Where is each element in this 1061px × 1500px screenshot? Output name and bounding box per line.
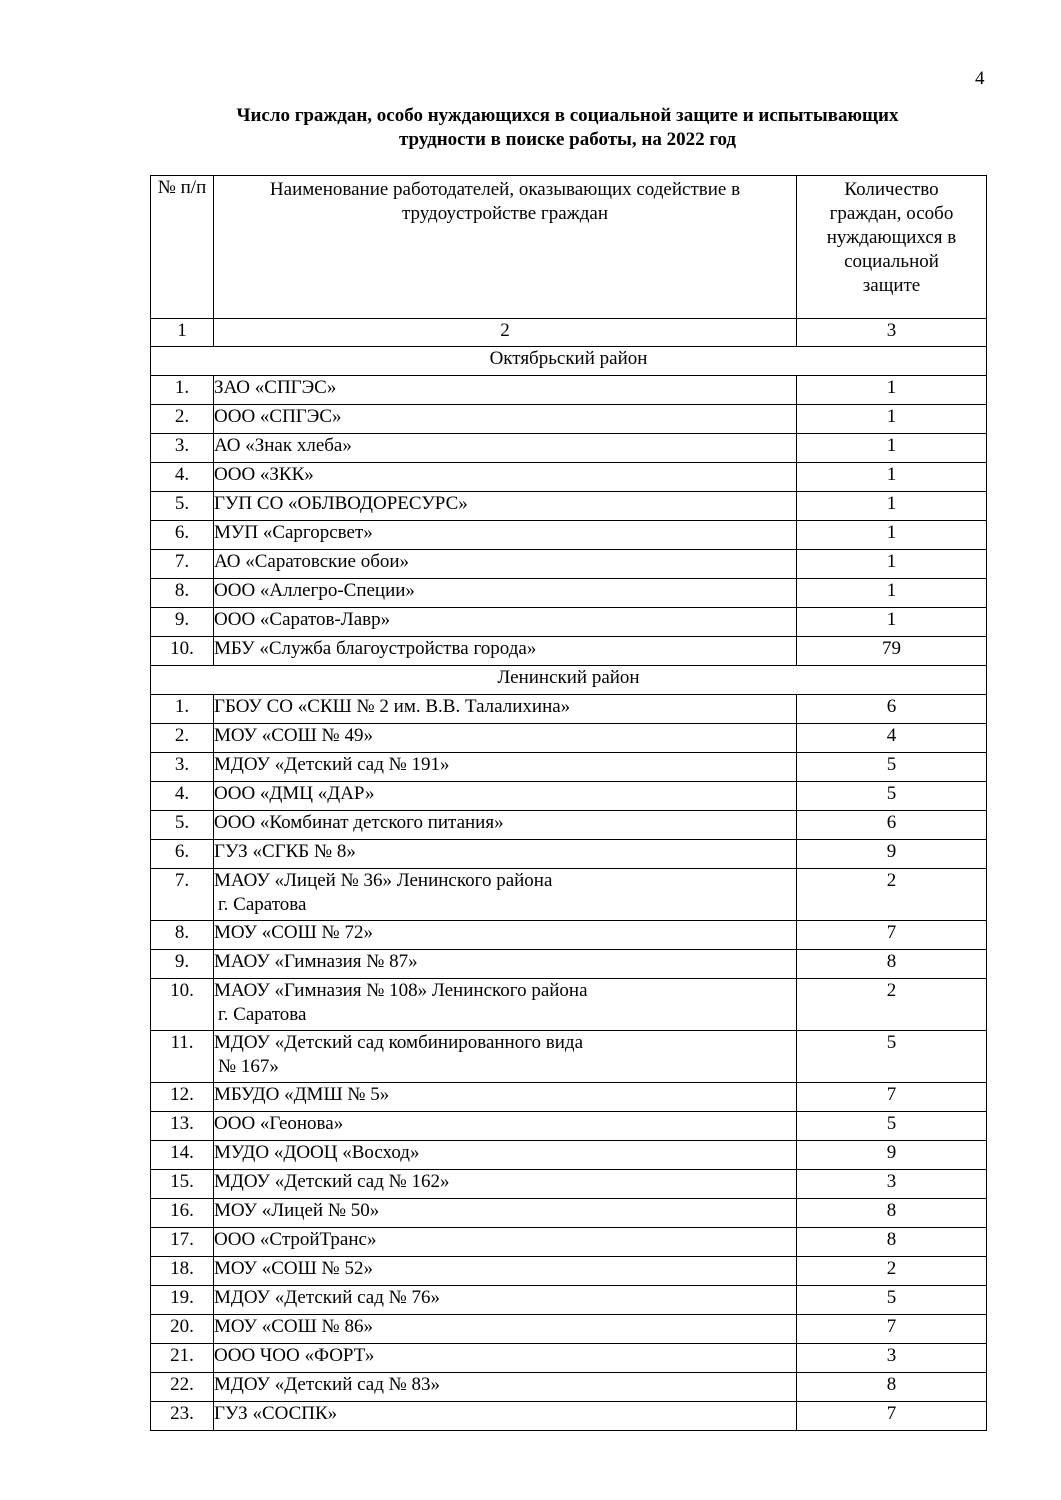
employer-name-line: МДОУ «Детский сад комбинированного вида [214, 1032, 584, 1053]
employer-name [214, 1199, 797, 1228]
section-row [151, 347, 987, 376]
row-number: 4. [151, 463, 214, 492]
employer-name [214, 376, 797, 405]
table-row [151, 921, 987, 950]
employer-name [214, 979, 797, 1031]
employer-name-line: № 167» [218, 1056, 279, 1077]
citizen-count: 3 [797, 1170, 987, 1199]
citizen-count: 2 [797, 979, 987, 1031]
employer-name [214, 1112, 797, 1141]
row-number: 22. [151, 1373, 214, 1402]
citizen-count: 8 [797, 1228, 987, 1257]
table-row [151, 550, 987, 579]
employer-name [214, 1344, 797, 1373]
citizen-count: 7 [797, 921, 987, 950]
employer-name [214, 1402, 797, 1431]
employer-name-line: МОУ «СОШ № 52» [214, 1258, 373, 1279]
employer-name [214, 840, 797, 869]
employer-name [214, 724, 797, 753]
citizen-count: 4 [797, 724, 987, 753]
table-row [151, 811, 987, 840]
table-row [151, 695, 987, 724]
row-number: 2. [151, 405, 214, 434]
employer-name-line: МАОУ «Гимназия № 87» [214, 951, 418, 972]
table-row [151, 1315, 987, 1344]
employer-name [214, 1170, 797, 1199]
employer-name [214, 608, 797, 637]
table-row [151, 521, 987, 550]
employers-table [150, 175, 987, 1431]
table-row [151, 1199, 987, 1228]
row-number: 2. [151, 724, 214, 753]
citizen-count: 8 [797, 950, 987, 979]
employer-name [214, 434, 797, 463]
table-row [151, 1286, 987, 1315]
row-number: 23. [151, 1402, 214, 1431]
employer-name-line: ООО «ДМЦ «ДАР» [214, 783, 375, 804]
citizen-count: 1 [797, 376, 987, 405]
employer-name-line: ГУП СО «ОБЛВОДОРЕСУРС» [214, 493, 468, 514]
citizen-count: 9 [797, 1141, 987, 1170]
citizen-count: 79 [797, 637, 987, 666]
table-row [151, 434, 987, 463]
employer-name-line: ГУЗ «СГКБ № 8» [214, 841, 356, 862]
row-number: 10. [151, 979, 214, 1031]
row-number: 1. [151, 695, 214, 724]
employer-name-line: МАОУ «Лицей № 36» Ленинского района [214, 870, 553, 891]
row-number: 3. [151, 753, 214, 782]
employer-name-line: ГУЗ «СОСПК» [214, 1403, 338, 1424]
citizen-count: 1 [797, 608, 987, 637]
employer-name [214, 1373, 797, 1402]
table-row [151, 782, 987, 811]
row-number: 1. [151, 376, 214, 405]
employer-name [214, 1286, 797, 1315]
employer-name-line: ООО «ЗКК» [214, 464, 314, 485]
row-number: 14. [151, 1141, 214, 1170]
citizen-count: 6 [797, 695, 987, 724]
section-row [151, 666, 987, 695]
citizen-count: 6 [797, 811, 987, 840]
row-number: 6. [151, 521, 214, 550]
employer-name [214, 921, 797, 950]
employer-name [214, 1141, 797, 1170]
table-row [151, 1257, 987, 1286]
employer-name [214, 637, 797, 666]
row-number: 17. [151, 1228, 214, 1257]
row-number: 5. [151, 492, 214, 521]
employer-name [214, 1228, 797, 1257]
employer-name-line: МБУ «Служба благоустройства города» [214, 638, 537, 659]
employer-name [214, 521, 797, 550]
employer-name [214, 695, 797, 724]
citizen-count: 7 [797, 1083, 987, 1112]
citizen-count: 1 [797, 550, 987, 579]
table-row [151, 637, 987, 666]
employer-name-line: ООО ЧОО «ФОРТ» [214, 1345, 375, 1366]
table-row [151, 492, 987, 521]
table-row [151, 1344, 987, 1373]
citizen-count: 1 [797, 434, 987, 463]
table-row [151, 608, 987, 637]
row-number: 8. [151, 579, 214, 608]
employer-name-line: ООО «Саратов-Лавр» [214, 609, 391, 630]
row-number: 7. [151, 550, 214, 579]
title-line-2: трудности в поиске работы, на 2022 год [398, 129, 737, 150]
table-row [151, 1112, 987, 1141]
employer-name [214, 405, 797, 434]
page-number: 4 [975, 68, 985, 89]
table-row [151, 950, 987, 979]
row-number: 8. [151, 921, 214, 950]
employer-name-line: АО «Знак хлеба» [214, 435, 352, 456]
column-number: 3 [797, 319, 987, 347]
row-number: 10. [151, 637, 214, 666]
row-number: 9. [151, 950, 214, 979]
table-row [151, 840, 987, 869]
citizen-count: 1 [797, 579, 987, 608]
table-row [151, 1031, 987, 1083]
employer-name-line: г. Саратова [218, 1004, 307, 1025]
citizen-count: 7 [797, 1315, 987, 1344]
employer-name-line: МДОУ «Детский сад № 76» [214, 1287, 441, 1308]
header-num: № п/п [151, 176, 214, 319]
employer-name-line: МОУ «СОШ № 72» [214, 922, 373, 943]
table-row [151, 1141, 987, 1170]
employer-name-line: МБУДО «ДМШ № 5» [214, 1084, 390, 1105]
employer-name [214, 1315, 797, 1344]
table-row [151, 1373, 987, 1402]
row-number: 6. [151, 840, 214, 869]
column-number-row [151, 319, 987, 347]
citizen-count: 5 [797, 1286, 987, 1315]
employer-name-line: МУП «Саргорсвет» [214, 522, 373, 543]
citizen-count: 8 [797, 1199, 987, 1228]
citizen-count: 7 [797, 1402, 987, 1431]
citizen-count: 5 [797, 1031, 987, 1083]
employer-name-line: МОУ «СОШ № 49» [214, 725, 373, 746]
row-number: 7. [151, 869, 214, 921]
citizen-count: 5 [797, 782, 987, 811]
employer-name [214, 1031, 797, 1083]
employer-name-line: МАОУ «Гимназия № 108» Ленинского района [214, 980, 588, 1001]
citizen-count: 9 [797, 840, 987, 869]
employer-name [214, 1083, 797, 1112]
employer-name-line: ООО «СтройТранс» [214, 1229, 377, 1250]
employer-name [214, 550, 797, 579]
employer-name [214, 753, 797, 782]
row-number: 5. [151, 811, 214, 840]
row-number: 20. [151, 1315, 214, 1344]
table-row [151, 579, 987, 608]
citizen-count: 5 [797, 753, 987, 782]
employer-name [214, 579, 797, 608]
table-row [151, 724, 987, 753]
table-row [151, 405, 987, 434]
employer-name [214, 492, 797, 521]
employer-name-line: ООО «Геонова» [214, 1113, 344, 1134]
row-number: 9. [151, 608, 214, 637]
employer-name-line: МДОУ «Детский сад № 83» [214, 1374, 441, 1395]
table-row [151, 1083, 987, 1112]
citizen-count: 2 [797, 1257, 987, 1286]
row-number: 11. [151, 1031, 214, 1083]
table-row [151, 463, 987, 492]
employer-name-line: ГБОУ СО «СКШ № 2 им. В.В. Талалихина» [214, 696, 571, 717]
employer-name-line: МДОУ «Детский сад № 191» [214, 754, 450, 775]
employer-name-line: МДОУ «Детский сад № 162» [214, 1171, 450, 1192]
column-number: 1 [151, 319, 214, 347]
row-number: 13. [151, 1112, 214, 1141]
citizen-count: 1 [797, 492, 987, 521]
employer-name [214, 782, 797, 811]
employer-name-line: МУДО «ДООЦ «Восход» [214, 1142, 420, 1163]
table-row [151, 979, 987, 1031]
employer-name-line: ООО «Комбинат детского питания» [214, 812, 504, 833]
citizen-count: 1 [797, 405, 987, 434]
citizen-count: 1 [797, 521, 987, 550]
row-number: 3. [151, 434, 214, 463]
citizen-count: 1 [797, 463, 987, 492]
table-row [151, 1170, 987, 1199]
row-number: 16. [151, 1199, 214, 1228]
table-row [151, 1402, 987, 1431]
citizen-count: 5 [797, 1112, 987, 1141]
employer-name [214, 950, 797, 979]
employer-name [214, 811, 797, 840]
row-number: 18. [151, 1257, 214, 1286]
employer-name [214, 1257, 797, 1286]
row-number: 12. [151, 1083, 214, 1112]
employer-name-line: ООО «Аллегро-Специи» [214, 580, 415, 601]
header-count: Количество граждан, особо нуждающихся в социальной защите [797, 176, 987, 319]
table-row [151, 753, 987, 782]
employer-name [214, 869, 797, 921]
employer-name-line: МОУ «Лицей № 50» [214, 1200, 380, 1221]
row-number: 21. [151, 1344, 214, 1373]
row-number: 19. [151, 1286, 214, 1315]
employer-name-line: АО «Саратовские обои» [214, 551, 410, 572]
table-row [151, 869, 987, 921]
row-number: 15. [151, 1170, 214, 1199]
row-number: 4. [151, 782, 214, 811]
employer-name [214, 463, 797, 492]
employer-name-line: ЗАО «СПГЭС» [214, 377, 337, 398]
employer-name-line: ООО «СПГЭС» [214, 406, 342, 427]
document-title [120, 104, 1015, 152]
citizen-count: 3 [797, 1344, 987, 1373]
header-employer: Наименование работодателей, оказывающих содействие в трудоустройстве граждан [214, 176, 797, 319]
section-title: Октябрьский район [151, 347, 987, 376]
title-line-1: Число граждан, особо нуждающихся в социальной защите и испытывающих [236, 105, 899, 126]
section-title: Ленинский район [151, 666, 987, 695]
column-number: 2 [214, 319, 797, 347]
citizen-count: 2 [797, 869, 987, 921]
table-header-row [151, 176, 987, 319]
employer-name-line: г. Саратова [218, 894, 307, 915]
table-row [151, 376, 987, 405]
table-row [151, 1228, 987, 1257]
citizen-count: 8 [797, 1373, 987, 1402]
employer-name-line: МОУ «СОШ № 86» [214, 1316, 373, 1337]
